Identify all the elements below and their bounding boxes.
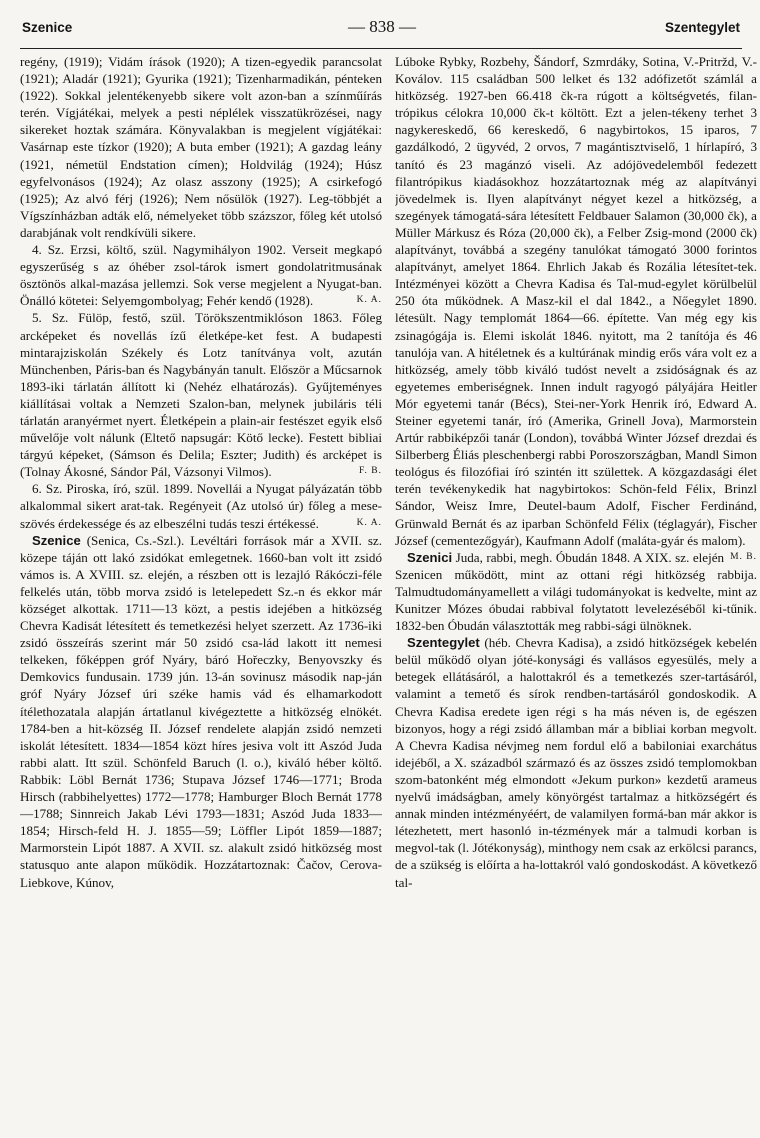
entry-text: (héb. Chevra Kadisa), a zsidó hitközségek kebelén belül működő olyan jóté-konysági és vallásos egyesülés, mely a betegek ellátásáról, a halottakról és a temetkezés szer-tartásáról, valamint a temető és sírok rendben-tartásáról gondoskodik. A Chevra Kadisa eredete igen régi s ha más néven is, de egészen bizonyos, hogy a régi zsidó államban már a bibliai korban megvolt. A Chevra Kadisa névjmeg nem fordul elő a babiloniai exarchátus idejéből, a X. századból származó és az összes zsidó templomokban szom-batonként még elmondott «Jekum purkon» kezdetű arameus nyelvű imádságban, amely könyörgést tartalmaz a hitközségért és annak minden intézményéért, de valamilyen formá-ban már akkor is létezhetett, mert hasonló in-tézmények már a talmudi korban is megvol-tak (l. Jótékonyság), minthogy nem csak az erkölcsi parancs, de a szükség is előírta a ha-lottakról való gondoskodást. A következő tal- — [395, 635, 757, 890]
entry-text: 6. Sz. Piroska, író, szül. 1899. Novellái a Nyugat pályázatán több alkalommal sikert arat-tak. Regényeit (Az utolsó úr) főleg a mese-szövés érdekessége és az elbeszélni tudás teszi értékessé. — [20, 481, 382, 531]
entry-text: Juda, rabbi, megh. Óbudán 1848. A XIX. sz. elején Szenicen működött, mint az ottani régi hitközség rabbija. Talmudtudományamellett a világi tudományokat is kedvelte, mint az Kunitzer Mózes óbudai rabbival folytatott levelezéséből ki-tűnik. 1832-ben Óbudán választották meg rabbi-sági ülnöknek. — [395, 549, 757, 634]
entry-paragraph — [395, 634, 757, 890]
right-column — [395, 53, 757, 1129]
entry-headword: Szentegylet — [407, 635, 480, 651]
entry-text: (Senica, Cs.-Szl.). Levéltári források már a XVII. sz. közepe táján ott lakó zsidókat emlegetnek. 1660-ban volt itt zsidó vámos is. A XVIII. sz. elején, a részben ott is lezajló Rákóczi-féle felkelés után, több morva zsidó is letelepedett Sz.-n és ekkor már községet alkottak. 1711—13 közt, a pestis idejében a hitközség Chevra Kadisát létesített és temetkezési helyet szerzett. Az 1736-iki zsidó összeírás szerint már 50 zsidó csa-lád lakott itt nemesi telkeken, főképpen gróf Nyáry, báró Hořeczky, Benyovszky és Demkovics fundusain. 1739 jún. 13-án sovinusz második nap-ján gróf Nyáry József úri széke hamis vád és elhamarkodott ítélethozatala alapján ártatlanul kivégeztette a hitközség elnökét. 1784-ben a hit-község II. József rendelete alapján zsidó nemzeti iskolát létesített. 1834—1854 közt híres jesiva volt itt Aszód Juda rabbi alatt. Itt szül. Schönfeld Baruch (l. o.), kiváló héber költő. Rabbik: Löbl Bernát 1736; Stupava József 1746—1771; Broda Hirsch (rabbihelyettes) 1772—1778; Hamburger Bloch Bernát 1778—1788; Sinnreich Jakab Lévi 1793—1831; Aszód Juda 1833—1854; Hirsch-feld H. J. 1855—59; Löffler Lipót 1859—1887; Marmorstein Lipót 1887. A XVII. sz. alakult zsidó hitközség most statusquo ante alapon működik. Hozzátartoznak: Čačov, Cerova-Liebkove, Kúnov, — [20, 532, 382, 890]
entry-paragraph — [20, 480, 382, 531]
entry-paragraph — [20, 241, 382, 309]
entry-text: 5. Sz. Fülöp, festő, szül. Törökszentmiklóson 1863. Főleg arcképeket és novellás ízű életképe-ket fest. A budapesti mintarajziskolán Székely és Lotz tanítványa volt, azután Münchenben, Páris-ban és Nagybányán tanult. Először a Műcsarnok 1893-iki tárlatán állított ki (Nehéz elhatározás). Gyűjteményes kiállításai voltak a Nemzeti Szalon-ban, melynek jubiláris téli tárlatán aranyérmet nyert. Életképein a plain-air festészet egyik első művelője volt nálunk (Eltető napsugár: Kötő lecke). Festett bibliai tárgyú képeket, (Sámson és Delila; Eszter; Judith) és arcképet is (Tolnay Ákosné, Sándor Pál, Vázsonyi Vilmos). — [20, 310, 382, 480]
entry-paragraph — [20, 309, 382, 480]
entry-paragraph — [395, 549, 757, 634]
page-number: — 838 — — [348, 17, 416, 36]
editor-signature: K. A. — [356, 517, 382, 528]
entry-headword: Szenici — [407, 549, 453, 565]
entry-paragraph — [20, 532, 382, 891]
header-right-keyword: Szentegylet — [664, 20, 740, 35]
entry-paragraph: regény, (1919); Vidám írások (1920); A tizen-egyedik parancsolat (1921); Aladár (1921); Gyurika (1921); Tizenharmadikán, pénteken (1922). Sokkal jelentékenyebb sikere volt azon-ban a színműírás terén. Vígjátékai, melyek a pesti néplélek visszatükrözései, nagy sikereket hoztak számára. Könyvalakban is megjelent vígjátékai: Vasárnap este tízkor (1920); A buta ember (1921); A gazdag leány (1921, németül Endstation címen); Holdvilág (1924); Húsz egyfelvonásos (1924); Az olasz asszony (1925); A csirkefogó (1925); Az alvó férj (1926); Nem nősülök (1927). Leg-többjét a Vígszínházban adták elő, némelyeket több százszor, főleg két utolsó darabjának volt rendkívüli sikere. — [20, 54, 382, 240]
editor-signature: F. B. — [359, 466, 382, 477]
entry-headword: Szenice — [32, 532, 81, 548]
header-rule — [20, 48, 742, 49]
running-head — [20, 16, 744, 40]
editor-signature: K. A. — [356, 295, 382, 306]
entry-text: 4. Sz. Erzsi, költő, szül. Nagymihályon 1902. Verseit megkapó egyszerűség s az óhéber zsol-tárok ismert gondolatritmusának ösztönös alkal-mazása jellemzi. Sok verse megjelent a Nyugat-ban. Önálló kötetei: Selyemgombolyag; Fehér kendő (1928). — [20, 242, 382, 309]
header-left-keyword: Szenice — [22, 20, 73, 35]
text-columns — [20, 51, 757, 1131]
editor-signature: M. B. — [730, 551, 757, 562]
entry-text: Lúboke Rybky, Rozbehy, Šándorf, Szmrdáky, Sotina, V.-Pritržd, V.-Koválov. 115 családban 500 lelket és 132 adófizetőt számlál a hitközség. 1927-ben 66.418 čk-ra rúgott a költségvetés, filan-trópikus célokra 10,000 čk-t költött. Ezt a jelen-tékeny terhet 3 nagykereskedő, 66 kereskedő, 6 nagybirtokos, 15 iparos, 7 gazdálkodó, 2 ügyvéd, 2 orvos, 7 magántisztviselő, 1 hírlapíró, 3 tanító és 23 magánzó viseli. Az adójövedelemből fedezett filantrópikus kiadásokhoz hozzátartoznak még az alapítványi jövedelmek is. Ilyen alapítványt négyet kezel a hitközség, a szegények támogatá-sára létesített Feldbauer Salamon (30,000 čk), a Müller Márkusz és Róza (20,000 čk), a Felber Zsig-mond (2000 čk) alapítványt, továbbá a szegény tanulókat támogató 3000 forintos alapítványt, amelyet 1864. Ehrlich Jakab és Rozália létesítet-tek. Intézményei között a Chevra Kadisa és Tal-mud-egylet körülbelül 250 óta működnek. A Masz-kil el dal 1842., a Nőegylet 1890. létesült. Nagy templomát 1864—66. építette. Van még egy kis zsinagógája is. Elemi iskolát 1846. nyitott, ma 2 tanítója és 46 tanulója van. A hitéletnek és a kultúrának mindig erős vára volt ez a hitközség, amely több kiváló tudóst nevelt a zsidóságnak és az egyetemes emberiségnek. Innen indult ragyogó pályájára Heitler Mór egyetemi tanár (Bécs), Stei-ner-York Henrik író, Edward A. Steiner egyetemi tanár, író (Amerika, Grinell Jova), Marmorstein Artúr rabbiképzői tanár (London), továbbá Winter József drezdai és Silberberg Éliás pleschenbergi rabbi Poroszországban, Mandl Simon teológus és filozófiai író szintén itt születtek. A közgazdasági élet terén tevékenykedik hat nagybirtokos: Schön-feld Félix, Brinzl Sándor, Weisz Imre, Deutel-baum Adolf, Fischer Ferdinánd, Grünwald Bernát és az iparban Schönfeld Félix (téglagyár), Fischer József (cementezőgyár), Kaufmann Adolf (maláta-gyár és malom). — [395, 54, 757, 548]
left-column — [20, 53, 382, 1129]
